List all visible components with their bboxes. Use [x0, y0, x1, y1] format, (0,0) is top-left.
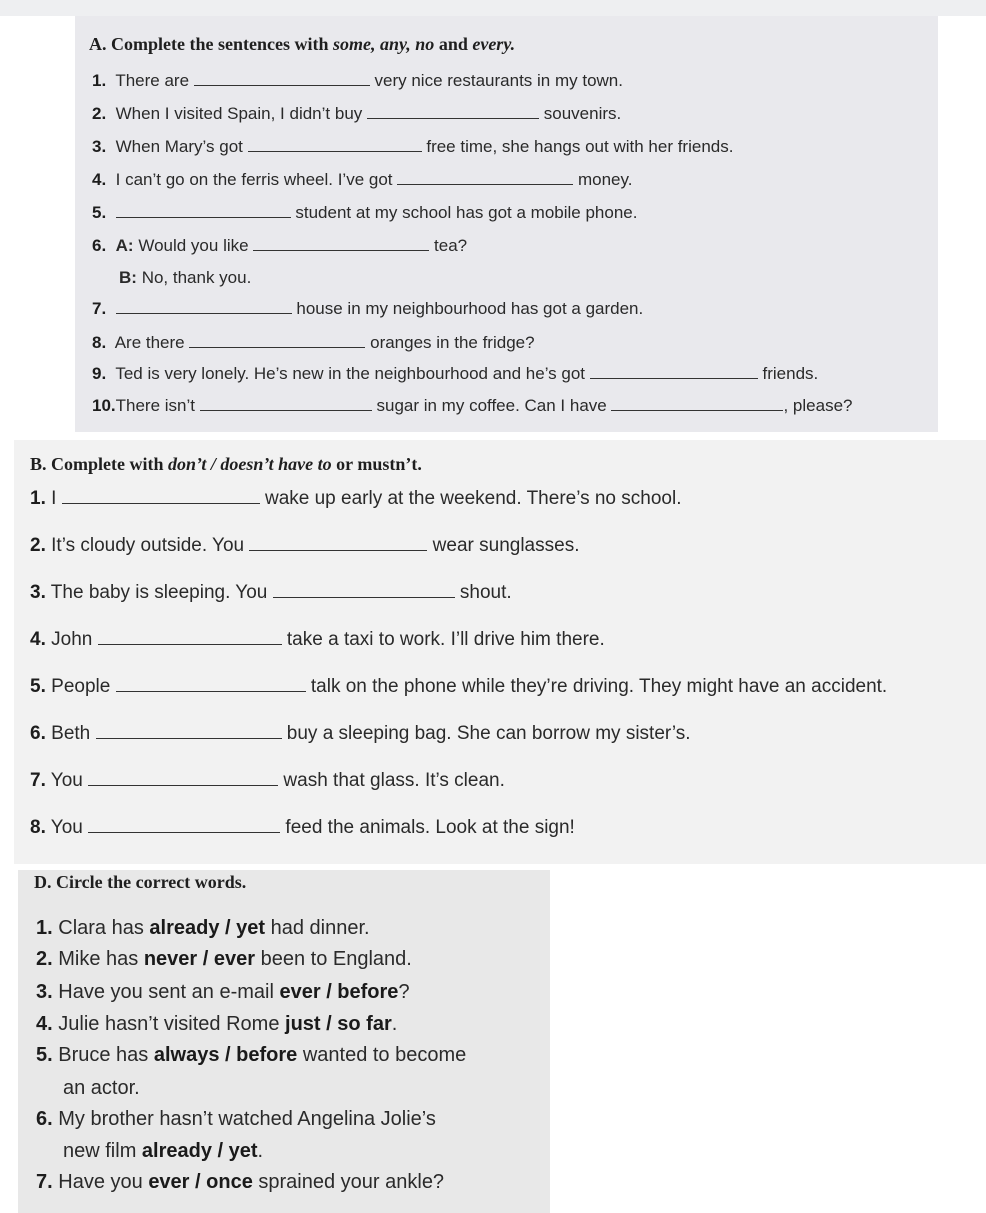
section-b-title: B. Complete with don’t / doesn’t have to or mustn’t.	[30, 454, 422, 474]
answer-blank[interactable]	[62, 502, 260, 504]
exercise-d-item: 3. Have you sent an e-mail ever / before?	[36, 981, 410, 1003]
top-strip	[0, 0, 986, 16]
word-choice[interactable]: never / ever	[143, 948, 256, 970]
exercise-a-item: 7. house in my neighbourhood has got a garden.	[92, 299, 644, 318]
exercise-a-reply: B: No, thank you.	[119, 268, 252, 287]
answer-blank[interactable]	[116, 312, 292, 314]
answer-blank[interactable]	[116, 690, 306, 692]
exercise-a-item: 4. I can’t go on the ferris wheel. I’ve got money.	[92, 170, 633, 189]
exercise-a-item: 3. When Mary’s got free time, she hangs out with her friends.	[92, 137, 734, 156]
exercise-d-continuation: an actor.	[63, 1077, 140, 1099]
section-b	[14, 440, 986, 864]
word-choice[interactable]: just / so far	[285, 1013, 392, 1035]
section-d-title: D. Circle the correct words.	[34, 872, 247, 892]
answer-blank[interactable]	[397, 183, 573, 185]
exercise-a-item: 10.There isn’t sugar in my coffee. Can I have , please?	[92, 396, 853, 415]
answer-blank[interactable]	[96, 737, 282, 739]
exercise-d-item: 2. Mike has never / ever been to England.	[36, 948, 412, 970]
exercise-a-item: 6. A: Would you like tea?	[92, 236, 468, 255]
exercise-a-item: 2. When I visited Spain, I didn’t buy souvenirs.	[92, 104, 622, 123]
exercise-b-item: 5. People talk on the phone while they’re driving. They might have an accident.	[30, 676, 888, 697]
exercise-b-item: 4. John take a taxi to work. I’ll drive him there.	[30, 629, 605, 650]
answer-blank[interactable]	[194, 84, 370, 86]
exercise-b-item: 7. You wash that glass. It’s clean.	[30, 770, 505, 791]
word-choice[interactable]: ever / before	[279, 981, 399, 1003]
answer-blank[interactable]	[611, 409, 783, 411]
exercise-b-item: 6. Beth buy a sleeping bag. She can borrow my sister’s.	[30, 723, 691, 744]
answer-blank[interactable]	[98, 643, 282, 645]
answer-blank[interactable]	[273, 596, 455, 598]
exercise-d-item: 6. My brother hasn’t watched Angelina Jolie’s	[36, 1108, 436, 1130]
exercise-a-item: 9. Ted is very lonely. He’s new in the neighbourhood and he’s got friends.	[92, 364, 819, 383]
word-choice[interactable]: already / yet	[141, 1140, 258, 1162]
answer-blank[interactable]	[367, 117, 539, 119]
answer-blank[interactable]	[200, 409, 372, 411]
exercise-d-continuation: new film already / yet.	[63, 1140, 264, 1162]
section-a	[75, 16, 938, 432]
answer-blank[interactable]	[590, 377, 758, 379]
exercise-a-item: 5. student at my school has got a mobile phone.	[92, 203, 638, 222]
answer-blank[interactable]	[253, 249, 429, 251]
word-choice[interactable]: already / yet	[149, 917, 266, 939]
exercise-b-item: 3. The baby is sleeping. You shout.	[30, 582, 512, 603]
exercise-d-item: 7. Have you ever / once sprained your ankle?	[36, 1171, 445, 1193]
exercise-a-item: 1. There are very nice restaurants in my town.	[92, 71, 623, 90]
exercise-d-item: 4. Julie hasn’t visited Rome just / so far.	[36, 1013, 398, 1035]
answer-blank[interactable]	[88, 784, 278, 786]
word-choice[interactable]: ever / once	[148, 1171, 253, 1193]
answer-blank[interactable]	[189, 346, 365, 348]
answer-blank[interactable]	[116, 216, 291, 218]
exercise-b-item: 2. It’s cloudy outside. You wear sunglasses.	[30, 535, 580, 556]
answer-blank[interactable]	[249, 549, 427, 551]
exercise-d-item: 1. Clara has already / yet had dinner.	[36, 917, 370, 939]
exercise-b-item: 1. I wake up early at the weekend. There’s no school.	[30, 488, 682, 509]
section-d	[18, 870, 550, 1213]
section-a-title: A. Complete the sentences with some, any, no and every.	[89, 34, 516, 54]
word-choice[interactable]: always / before	[153, 1044, 298, 1066]
answer-blank[interactable]	[88, 831, 280, 833]
exercise-a-item: 8. Are there oranges in the fridge?	[92, 333, 535, 352]
exercise-b-item: 8. You feed the animals. Look at the sign!	[30, 817, 575, 838]
answer-blank[interactable]	[248, 150, 422, 152]
exercise-d-item: 5. Bruce has always / before wanted to become	[36, 1044, 467, 1066]
